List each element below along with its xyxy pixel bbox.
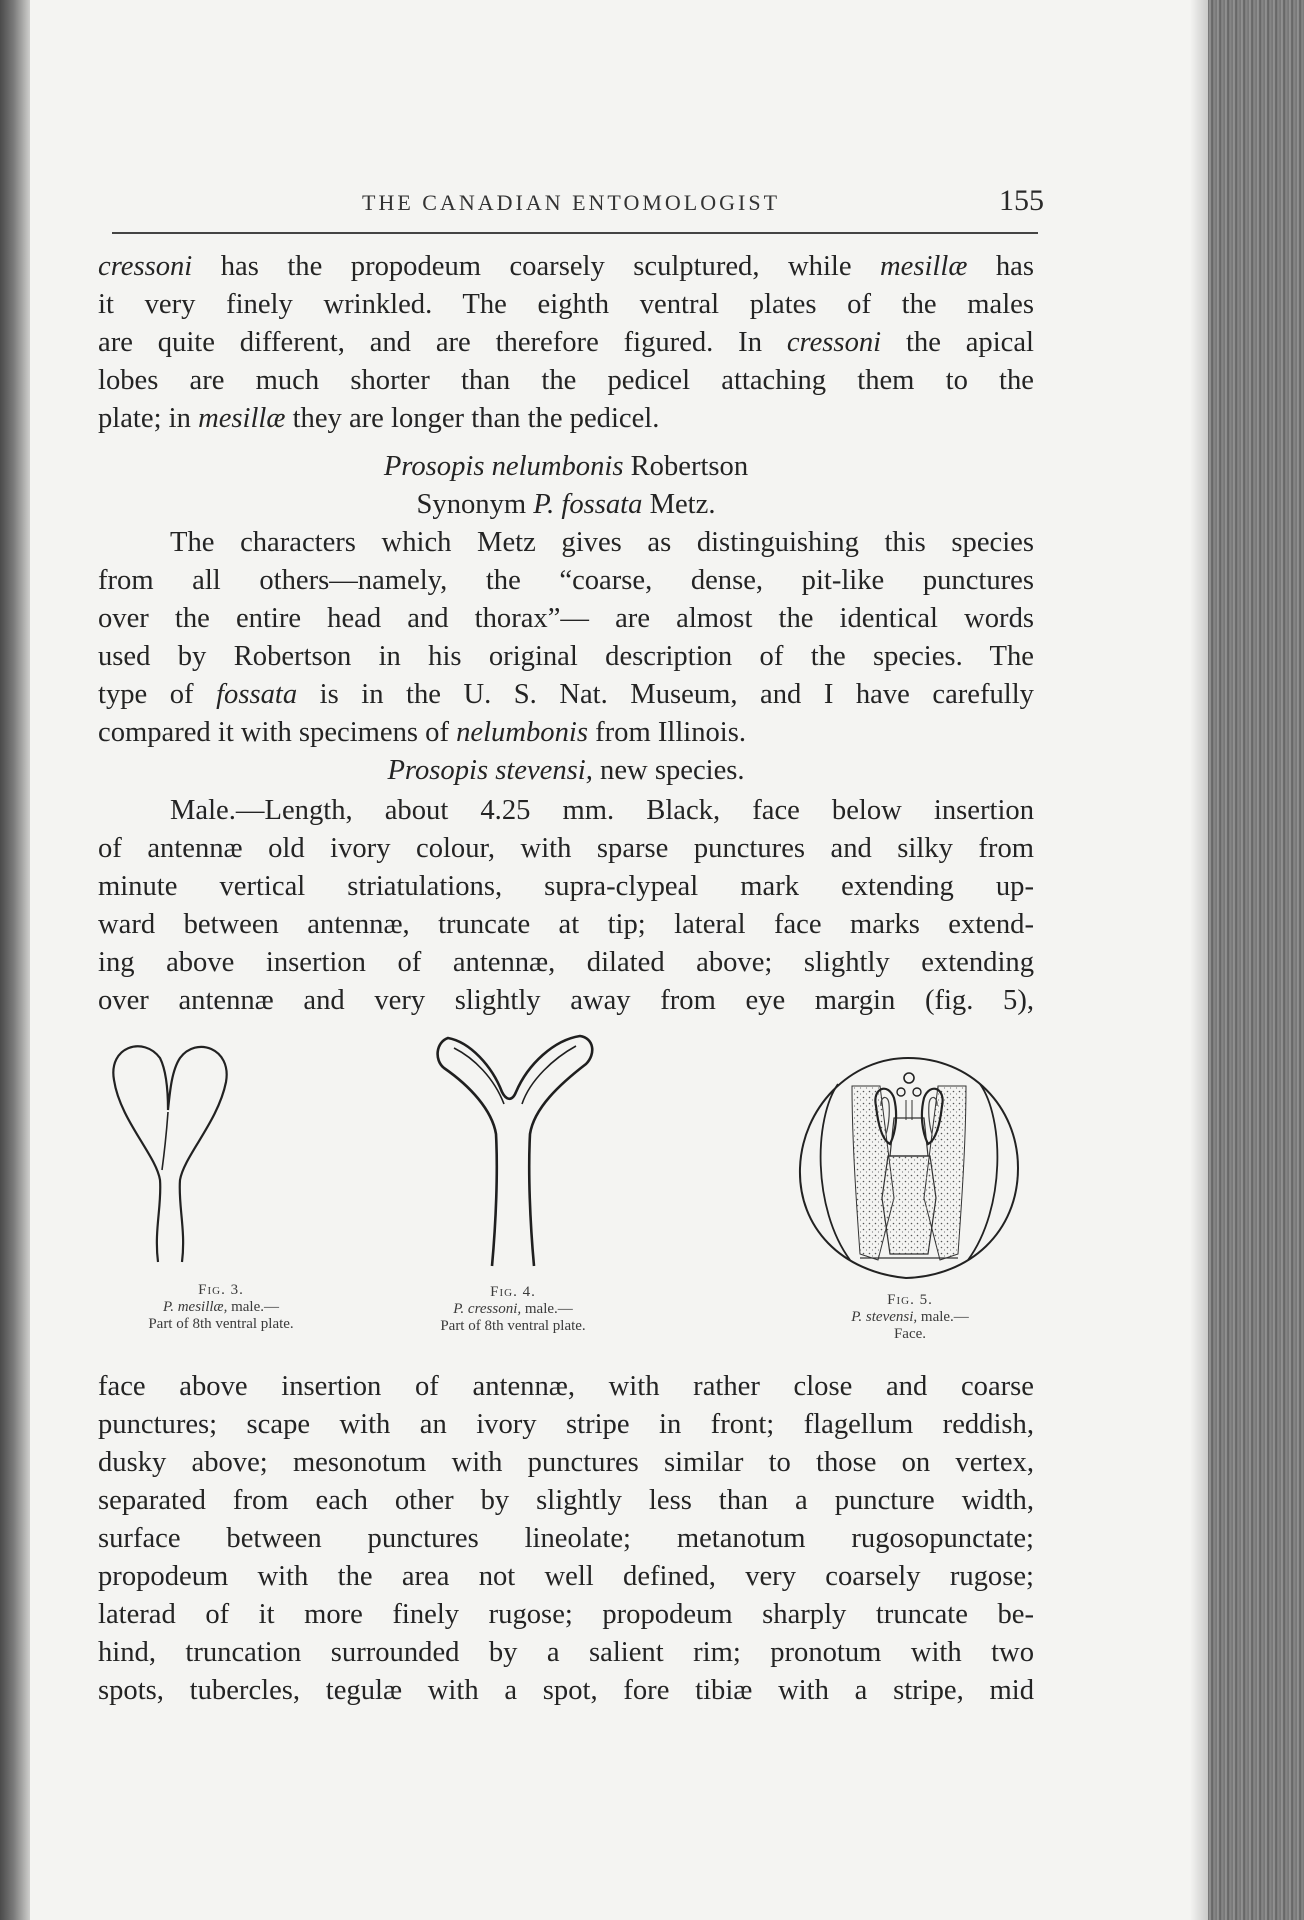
header-rule: [112, 232, 1038, 234]
species-name: P. mesillæ,: [163, 1299, 228, 1315]
caption-sex: male.—: [917, 1309, 969, 1325]
ventral-plate-drawing: [100, 1030, 250, 1270]
text-line: face above insertion of antennæ, with rather close and coarse: [98, 1371, 1034, 1402]
text-line: minute vertical striatulations, supra-clypeal mark extending up-: [98, 871, 1034, 902]
species-name: mesillæ: [880, 251, 968, 282]
text-line: surface between punctures lineolate; metanotum rugosopunctate;: [98, 1523, 1034, 1554]
text-line: over the entire head and thorax”— are almost the identical words: [98, 603, 1034, 634]
text-line: punctures; scape with an ivory stripe in front; flagellum reddish,: [98, 1409, 1034, 1440]
species-name: Prosopis stevensi,: [387, 755, 593, 786]
synonym-prefix: Synonym: [416, 489, 534, 520]
figure-3-caption: [96, 1282, 346, 1333]
author-name: Robertson: [623, 451, 749, 482]
species-name: Prosopis nelumbonis: [383, 451, 624, 482]
caption-description: Part of 8th ventral plate.: [148, 1316, 294, 1332]
bee-face-drawing: [790, 1048, 1030, 1288]
text-line: [98, 400, 1034, 438]
species-name: P. fossata: [533, 489, 643, 520]
binding-edge-shadow: [0, 0, 30, 1920]
figure-3-illustration: [100, 1030, 250, 1270]
text-line: [98, 714, 1034, 752]
text-line: laterad of it more finely rugose; propodeum sharply truncate be-: [98, 1599, 1034, 1630]
species-name: nelumbonis: [456, 717, 588, 748]
author-name: Metz.: [642, 489, 716, 520]
text-run: has the propodeum coarsely sculptured, while: [192, 251, 881, 282]
species-heading-nelumbonis: [98, 448, 1034, 486]
figure-label: Fig. 5.: [887, 1292, 933, 1308]
text-line: dusky above; mesonotum with punctures similar to those on vertex,: [98, 1447, 1034, 1478]
figure-4-caption: [378, 1284, 648, 1335]
caption-sex: male.—: [521, 1301, 573, 1317]
figure-label: Fig. 3.: [198, 1282, 244, 1298]
species-name: fossata: [216, 679, 298, 710]
species-heading-stevensi: [98, 752, 1034, 790]
text-line: spots, tubercles, tegulæ with a spot, fore tibiæ with a stripe, mid: [98, 1675, 1034, 1706]
species-name: mesillæ: [198, 403, 286, 434]
text-run: is in the U. S. Nat. Museum, and I have carefully: [297, 679, 1034, 710]
species-name: P. stevensi,: [851, 1309, 918, 1325]
text-run: has: [967, 251, 1034, 282]
synonym-line: [98, 486, 1034, 524]
paragraph-3: [98, 792, 1034, 1020]
text-line: [98, 324, 1034, 362]
species-name: P. cressoni,: [453, 1301, 522, 1317]
text-line: from all others—namely, the “coarse, dense, pit-like punctures: [98, 565, 1034, 596]
caption-line: [378, 1301, 648, 1318]
text-line: The characters which Metz gives as distinguishing this species: [170, 527, 1034, 558]
paragraph-4: [98, 1368, 1034, 1710]
text-line: propodeum with the area not well defined, very coarsely rugose;: [98, 1561, 1034, 1592]
figure-5-illustration: [790, 1048, 1030, 1288]
text-line: lobes are much shorter than the pedicel attaching them to the: [98, 365, 1034, 396]
running-head: [112, 184, 1046, 230]
text-run: from Illinois.: [587, 717, 747, 748]
text-run: compared it with specimens of: [98, 717, 457, 748]
caption-sex: male.—: [227, 1299, 279, 1315]
text-run: the apical: [881, 327, 1035, 358]
text-line: Male.—Length, about 4.25 mm. Black, face below insertion: [170, 795, 1034, 826]
text-run: they are longer than the pedicel.: [285, 403, 660, 434]
text-line: used by Robertson in his original description of the species. The: [98, 641, 1034, 672]
text-run: plate; in: [98, 403, 199, 434]
caption-description: Part of 8th ventral plate.: [440, 1318, 586, 1334]
text-line: ward between antennæ, truncate at tip; lateral face marks extend-: [98, 909, 1034, 940]
text-line: it very finely wrinkled. The eighth ventral plates of the males: [98, 289, 1034, 320]
page-number: 155: [999, 184, 1044, 217]
text-line: of antennæ old ivory colour, with sparse punctures and silky from: [98, 833, 1034, 864]
paragraph-2: [98, 524, 1034, 752]
figure-4-illustration: [430, 1022, 600, 1272]
species-name: cressoni: [98, 251, 193, 282]
paragraph-1: [98, 248, 1034, 438]
text-line: over antennæ and very slightly away from eye margin (fig. 5),: [98, 985, 1034, 1016]
heading-note: new species.: [592, 755, 745, 786]
text-line: hind, truncation surrounded by a salient rim; pronotum with two: [98, 1637, 1034, 1668]
text-line: [98, 676, 1034, 714]
text-run: type of: [98, 679, 217, 710]
text-line: separated from each other by slightly less than a puncture width,: [98, 1485, 1034, 1516]
journal-title: THE CANADIAN ENTOMOLOGIST: [362, 190, 781, 215]
text-line: ing above insertion of antennæ, dilated above; slightly extending: [98, 947, 1034, 978]
species-name: cressoni: [786, 327, 882, 358]
figure-5-caption: [790, 1292, 1030, 1343]
figure-label: Fig. 4.: [490, 1284, 536, 1300]
text-run: are quite different, and are therefore figured. In: [98, 327, 787, 358]
caption-description: Face.: [893, 1326, 927, 1342]
ventral-plate-drawing: [430, 1022, 600, 1272]
text-line: [98, 248, 1034, 286]
caption-line: [96, 1299, 346, 1316]
caption-line: [790, 1309, 1030, 1326]
book-page-edges: [1208, 0, 1304, 1920]
